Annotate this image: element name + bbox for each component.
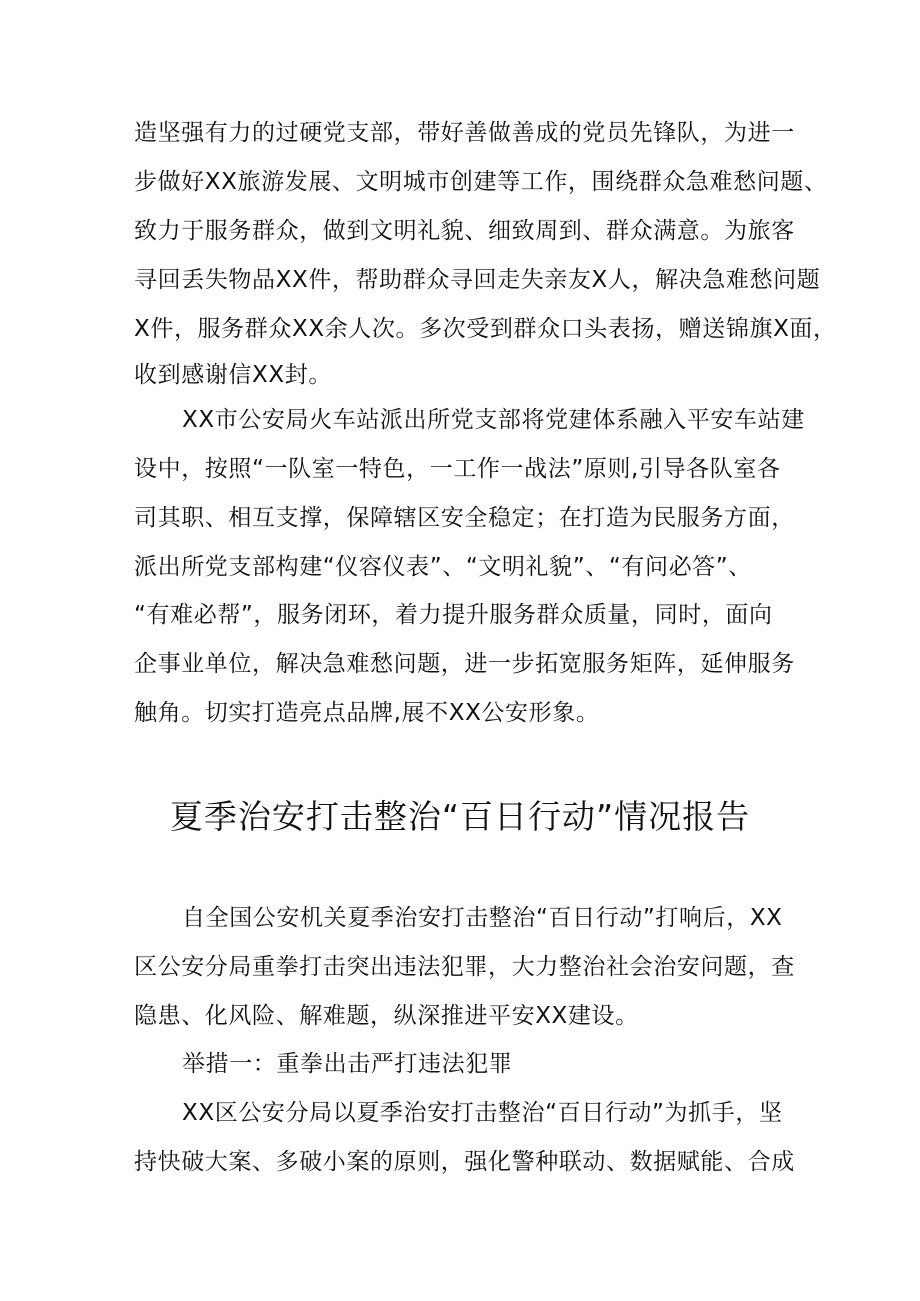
paragraph-2-line-5: “有难必帮”，服务闭环，着力提升服务群众质量，同时，面向 (134, 602, 773, 628)
paragraph-3-line-2: 区公安分局重拳打击突出违法犯罪，大力整治社会治安问题，查 (134, 954, 795, 980)
paragraph-1-line-4: 寻回丢失物品XX件，帮助群众寻回走失亲友X人，解决急难愁问题 (134, 267, 821, 293)
measure-heading: 举措一：重拳出击严打违法犯罪 (182, 1051, 513, 1077)
paragraph-2-line-2: 设中，按照“一队室一特色，一工作一战法”原则,引导各队室各 (134, 456, 781, 482)
paragraph-1-line-3: 致力于服务群众，做到文明礼貌、细致周到、群众满意。为旅客 (134, 218, 795, 244)
paragraph-3-line-1: 自全国公安机关夏季治安打击整治“百日行动”打响后，XX (182, 905, 783, 931)
paragraph-2-line-1: XX市公安局火车站派出所党支部将党建体系融入平安车站建 (182, 407, 805, 433)
paragraph-2-line-3: 司其职、相互支撑，保障辖区安全稳定；在打造为民服务方面， (134, 505, 795, 531)
paragraph-3-line-3: 隐患、化风险、解难题，纵深推进平安XX建设。 (134, 1003, 639, 1029)
paragraph-4-line-2: 持快破大案、多破小案的原则，强化警种联动、数据赋能、合成 (134, 1149, 795, 1175)
paragraph-2-line-6: 企事业单位，解决急难愁问题，进一步拓宽服务矩阵，延伸服务 (134, 651, 795, 677)
paragraph-2-line-4: 派出所党支部构建“仪容仪表”、“文明礼貌”、“有问必答”、 (134, 554, 752, 580)
paragraph-1-line-2: 步做好XX旅游发展、文明城市创建等工作，围绕群众急难愁问题、 (134, 169, 828, 195)
paragraph-4-line-1: XX区公安分局以夏季治安打击整治“百日行动”为抓手，坚 (182, 1100, 783, 1126)
paragraph-1-line-6: 收到感谢信XX封。 (134, 362, 332, 388)
paragraph-1-line-5: X件，服务群众XX余人次。多次受到群众口头表扬，赠送锦旗X面， (134, 316, 837, 342)
paragraph-2-line-7: 触角。切实打造亮点品牌,展不XX公安形象。 (134, 700, 600, 726)
report-title: 夏季治安打击整治“百日行动”情况报告 (169, 797, 751, 836)
paragraph-1-line-1: 造坚强有力的过硬党支部，带好善做善成的党员先锋队，为进一 (134, 120, 795, 146)
